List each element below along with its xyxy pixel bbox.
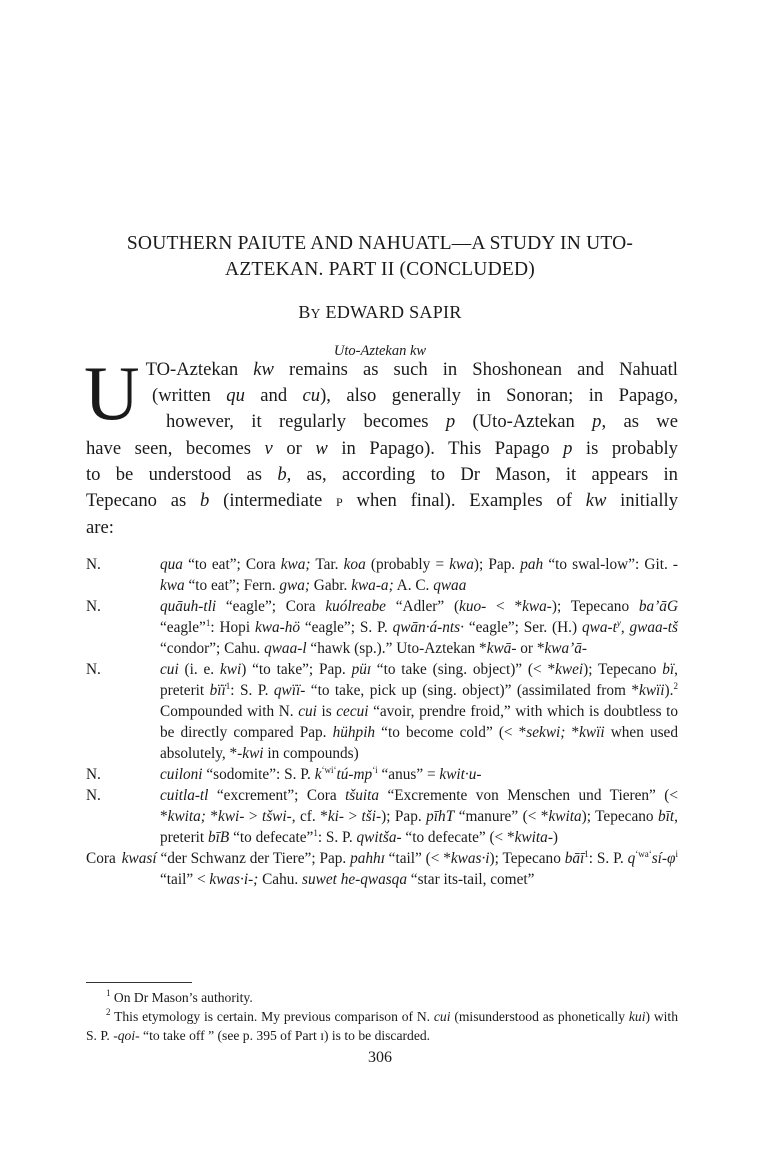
- example-entry: [86, 596, 678, 659]
- intro-line-5: to be understood as b, as, according to Dr Mason, it appears in: [86, 463, 678, 485]
- intro-line-4: have seen, becomes v or w in Papago). This Papago p is probably: [86, 437, 678, 459]
- intro-paragraph: [84, 350, 678, 541]
- intro-line-7: are:: [86, 517, 114, 539]
- entry-text: qua “to eat”; Cora kwa; Tar. koa (probably = kwa); Pap. pah “to swal-low”: Git. -kwa “to eat”; Fern. gwa; Gabr. kwa-a; A. C. qwaa: [160, 556, 678, 594]
- byline-prefix-cap: B: [298, 302, 311, 322]
- author-name: EDWARD SAPIR: [325, 302, 462, 322]
- entry-text: cuitla-tl “excrement”; Cora tšuita “Excremente von Menschen und Tieren” (< *kwita; *kwi- > tšwi-, cf. *ki- > tši-); Pap. pīhT “manure” (< *kwita); Tepecano bīt, preterit bīB “to defecate”$^1$: S. P. qwitša- “to defecate” (< *kwita-): [160, 787, 678, 846]
- example-entry: [86, 785, 678, 848]
- entry-label: N.: [86, 787, 101, 804]
- footnote-text: This etymology is certain. My previous comparison of N. cui (misunderstood as phonetically kui) with S. P. -qoi- “to take off ” (see p. 395 of Part ɪ) is to be discarded.: [86, 1009, 678, 1043]
- example-entry: [86, 848, 678, 890]
- entry-text: cuiloni “sodomite”: S. P. $k^{‘wi‘}tú-mp^{‘i}$ “anus” = kwit·u-: [160, 765, 482, 783]
- example-entry: [86, 764, 678, 785]
- section-heading: Uto-Aztekan kw: [333, 343, 427, 359]
- entry-text: kwasí “der Schwanz der Tiere”; Pap. pahhɪ “tail” (< *kwas·i); Tepecano bāī$^1$: S. P. $q^{‘wa‘}sí-\varphi^i$ “tail” < kwas·i-; Cahu. suwet he-qwasqa “star its-tail, comet”: [121, 849, 678, 888]
- footnote-text: On Dr Mason’s authority.: [113, 990, 253, 1005]
- page-number: 306: [368, 1049, 392, 1066]
- intro-line-1: TO-Aztekan kw remains as such in Shoshonean and Nahuatl: [145, 359, 678, 380]
- entry-text: cui (i. e. kwi) “to take”; Pap. püɪ “to take (sing. object)” (< *kwei); Tepecano bï, preterit bïï$^1$: S. P. qwïï- “to take, pick up (sing. object)” (assimilated from *kwïi).$^2$ Compounded with N. cui is cecui “avoir, prendre froid,” with which is doubtless to be directly compared Pap. hühpih “to become cold” (< *sekwi; *kwïi when used absolutely, *-kwi in compounds): [160, 661, 678, 762]
- title-line-1: SOUTHERN PAIUTE AND NAHUATL—A STUDY IN UTO-: [126, 233, 634, 254]
- example-entry: [86, 659, 678, 764]
- entry-label: N.: [86, 661, 101, 678]
- entry-label: N.: [86, 766, 101, 783]
- byline-prefix-small: Y: [310, 306, 321, 321]
- example-entry: [86, 554, 678, 596]
- footnote-marker: 2: [106, 1007, 111, 1017]
- footnote-divider: [86, 982, 192, 983]
- entry-label: Cora: [86, 850, 116, 867]
- intro-line-3: however, it regularly becomes p (Uto-Aztekan p, as we: [166, 411, 678, 433]
- title-line-2: AZTEKAN. PART II (CONCLUDED): [225, 259, 535, 280]
- intro-line-2: (written qu and cu), also generally in Sonoran; in Papago,: [152, 385, 678, 407]
- byline: [80, 302, 680, 323]
- footnotes: [86, 988, 678, 1045]
- footnote: [86, 988, 678, 1007]
- drop-cap: U: [84, 350, 140, 436]
- entry-text: quāuh-tli “eagle”; Cora kuólreabe “Adler” (kuo- < *kwa-); Tepecano ba’āG “eagle”$^1$: Hopi kwa-hö “eagle”; S. P. qwān·á-nts· “eagle”; Ser. (H.) qwa-$t^y$, gwaa-tš “condor”; Cahu. qwaa-l “hawk (sp.).” Uto-Aztekan *kwā- or *kwa’ā-: [160, 598, 678, 657]
- footnote: [86, 1007, 678, 1045]
- entry-label: N.: [86, 556, 101, 573]
- footnote-marker: 1: [106, 988, 111, 998]
- intro-line-6: Tepecano as b (intermediate P when final). Examples of kw initially: [86, 490, 678, 512]
- entry-label: N.: [86, 598, 101, 615]
- article-title: [80, 231, 680, 283]
- examples-list: [86, 554, 678, 890]
